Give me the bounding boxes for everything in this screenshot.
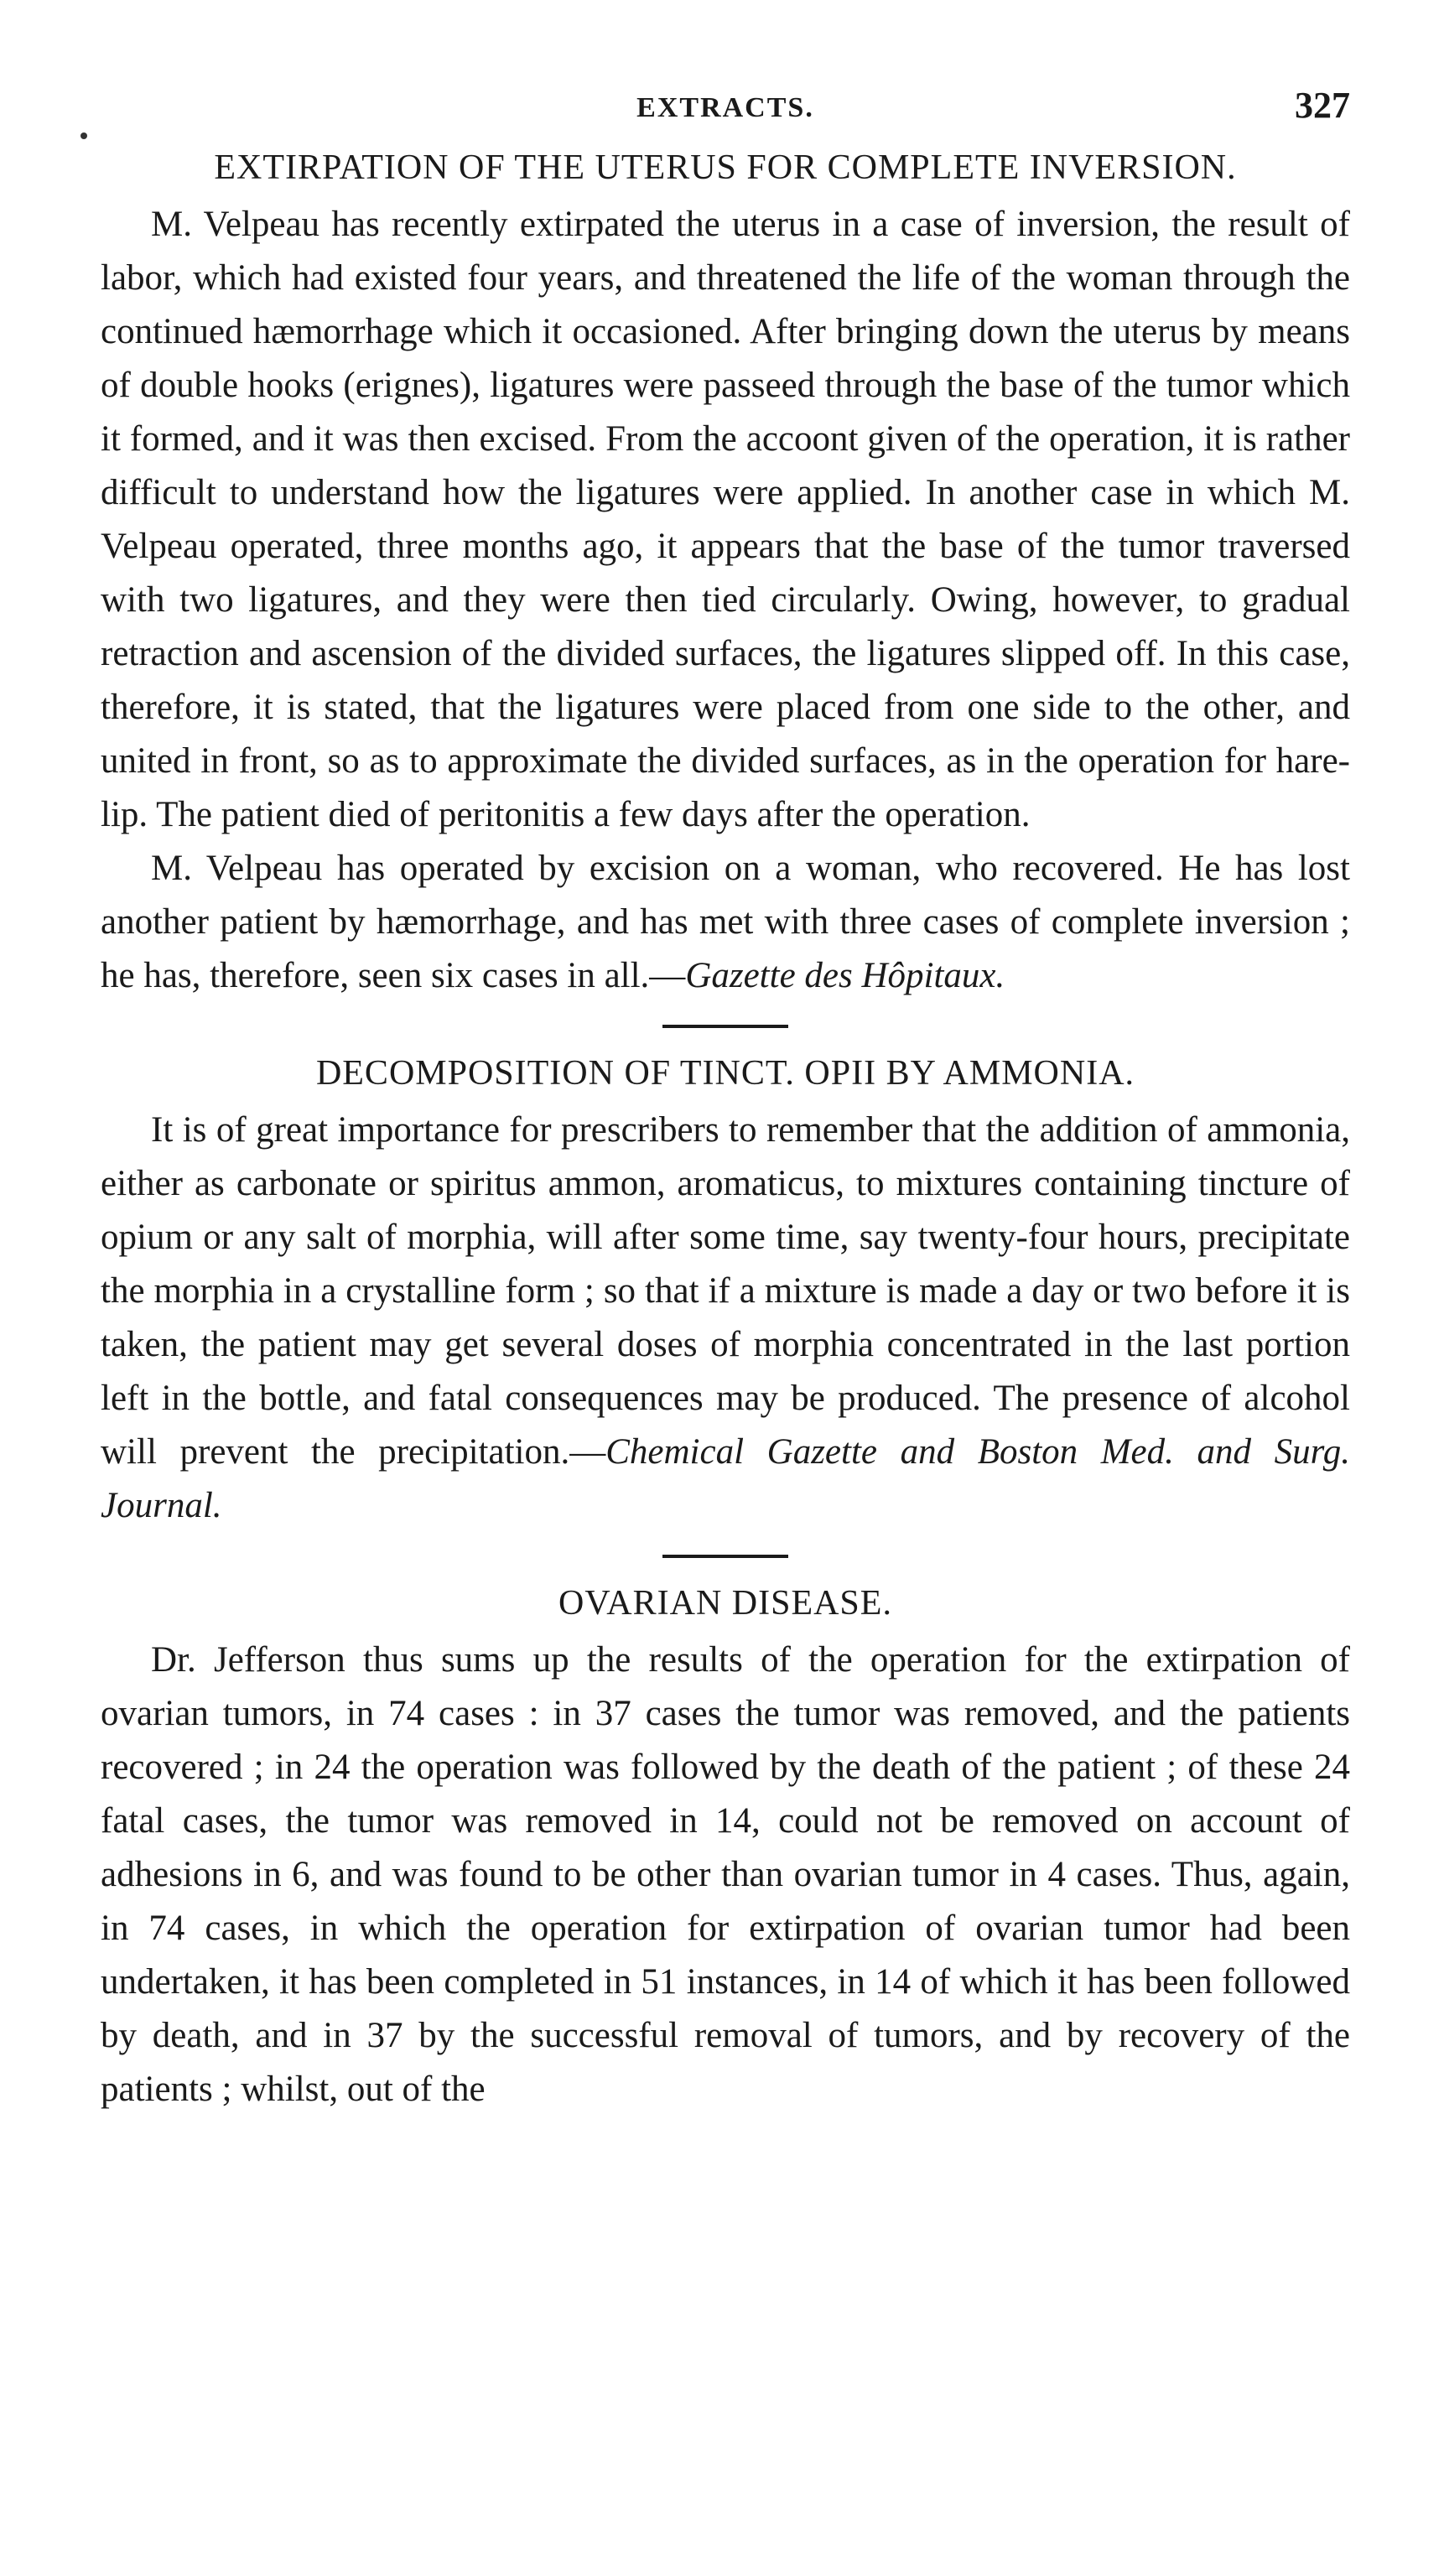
book-page — [101, 84, 1350, 2116]
article-paragraph — [101, 1633, 1350, 2116]
section-divider — [662, 1555, 788, 1558]
article-opium-ammonia — [101, 1048, 1350, 1533]
page-number: 327 — [1295, 85, 1350, 126]
paragraph-text: Dr. Jefferson thus sums up the results of the operation for the extirpation of ovarian tumors, in 74 cases : in 37 cases the tumor was removed, and the patients recovered ; in 24 the operation was followed by the death of the patient ; of these 24 fatal cases, the tumor was removed in 14, could not be removed on account of adhesions in 6, and was found to be other than ovarian tumor in 4 cases. Thus, again, in 74 cases, in which the operation for extirpation of ovarian tumor had been undertaken, it has been completed in 51 instances, in 14 of which it has been followed by death, and in 37 by the successful removal of tumors, and by recovery of the patients ; whilst, out of the — [101, 1640, 1350, 2109]
running-head — [101, 84, 1350, 143]
paragraph-text: It is of great importance for prescribers to remember that the addition of ammonia, either as carbonate or spiritus ammon, aromaticus, to mixtures containing tincture of opium or any salt of morphia, will after some time, say twenty-four hours, precipitate the morphia in a crystalline form ; so that if a mixture is made a day or two before it is taken, the patient may get several doses of morphia concentrated in the last portion left in the bottle, and fatal consequences may be produced. The presence of alcohol will prevent the precipitation.— — [101, 1110, 1350, 1472]
paragraph-text: M. Velpeau has operated by excision on a woman, who recovered. He has lost another patient by hæmorrhage, and has met with three cases of complete inversion ; he has, therefore, seen six cases in all.— — [101, 849, 1350, 995]
article-title: DECOMPOSITION OF TINCT. OPII BY AMMONIA. — [315, 1054, 1135, 1093]
article-paragraph — [101, 198, 1350, 842]
article-paragraph — [101, 1104, 1350, 1533]
article-title: EXTIRPATION OF THE UTERUS FOR COMPLETE INVERSION. — [214, 148, 1237, 187]
print-speck — [81, 132, 87, 139]
paragraph-text: M. Velpeau has recently extirpated the uterus in a case of inversion, the result of labor, which had existed four years, and threatened the life of the woman through the continued hæmorrhage which it occasioned. After bringing down the uterus by means of double hooks (erignes), ligatures were passeed through the base of the tumor which it formed, and it was then excised. From the accoont given of the operation, it is rather difficult to understand how the ligatures were applied. In another case in which M. Velpeau operated, three months ago, it appears that the base of the tumor traversed with two ligatures, and they were then tied circularly. Owing, however, to gradual retraction and ascension of the divided surfaces, the ligatures slipped off. In this case, therefore, it is stated, that the ligatures were placed from one side to the other, and united in front, so as to approximate the divided surfaces, as in the operation for hare-lip. The patient died of peritonitis a few days after the operation. — [101, 205, 1350, 834]
source-citation: Chemical Gazette and Boston Med. and Surg. Journal. — [101, 1432, 1350, 1525]
source-citation: Gazette des Hôpitaux. — [685, 956, 1005, 995]
article-title: OVARIAN DISEASE. — [558, 1584, 892, 1623]
article-uterus-inversion — [101, 143, 1350, 1003]
running-title: EXTRACTS. — [636, 92, 814, 123]
article-ovarian-disease — [101, 1578, 1350, 2116]
section-divider — [662, 1025, 788, 1028]
article-paragraph — [101, 842, 1350, 1003]
